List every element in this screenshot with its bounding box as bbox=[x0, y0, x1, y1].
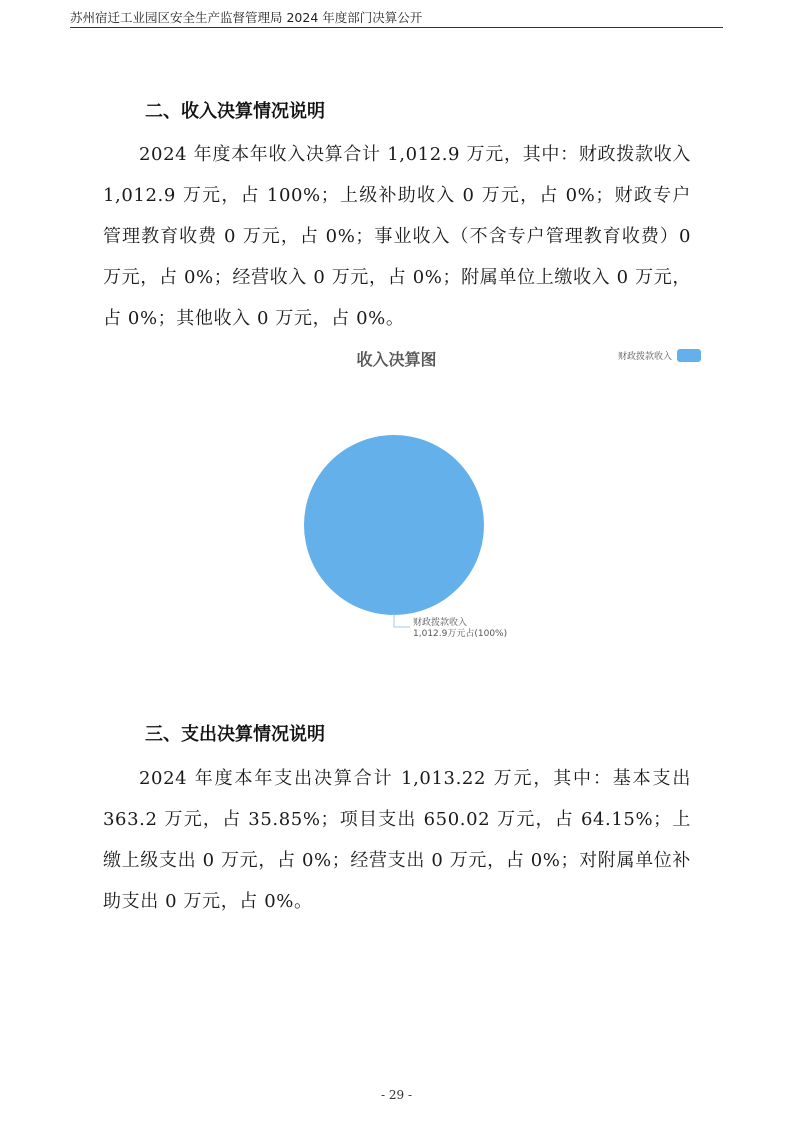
slice-label-name: 财政拨款收入 bbox=[413, 618, 468, 628]
expense-paragraph: 2024 年度本年支出决算合计 1,013.22 万元，其中：基本支出 363.2 万元，占 35.85%；项目支出 650.02 万元，占 64.15%；上缴上级支出 0 万元，占 0%；经营支出 0 万元，占 0%；对附属单位补助支出 0 万元，占 0%。 bbox=[103, 768, 691, 912]
slice-label-value: 1,012.9万元占(100%) bbox=[413, 629, 508, 639]
chart-title: 收入决算图 bbox=[356, 350, 437, 369]
slice-leader-line bbox=[394, 614, 410, 627]
income-paragraph: 2024 年度本年收入决算合计 1,012.9 万元，其中：财政拨款收入 1,012.9 万元，占 100%；上级补助收入 0 万元，占 0%；财政专户管理教育收费 0 万元，占 0%；事业收入（不含专户管理教育收费）0 万元，占 0%；经营收入 0 万元，占 0%；附属单位上缴收入 0 万元，占 0%；其他收入 0 万元，占 0%。 bbox=[103, 144, 691, 329]
slice-data-label bbox=[413, 618, 507, 640]
document-header: 苏州宿迁工业园区安全生产监督管理局 2024 年度部门决算公开 bbox=[70, 10, 423, 25]
income-section-heading: 二、收入决算情况说明 bbox=[145, 101, 325, 122]
legend-label: 财政拨款收入 bbox=[618, 352, 673, 362]
page-number: - 29 - bbox=[380, 1088, 412, 1102]
pie-slice-0 bbox=[304, 435, 484, 615]
expense-section-heading: 三、支出决算情况说明 bbox=[145, 724, 325, 745]
